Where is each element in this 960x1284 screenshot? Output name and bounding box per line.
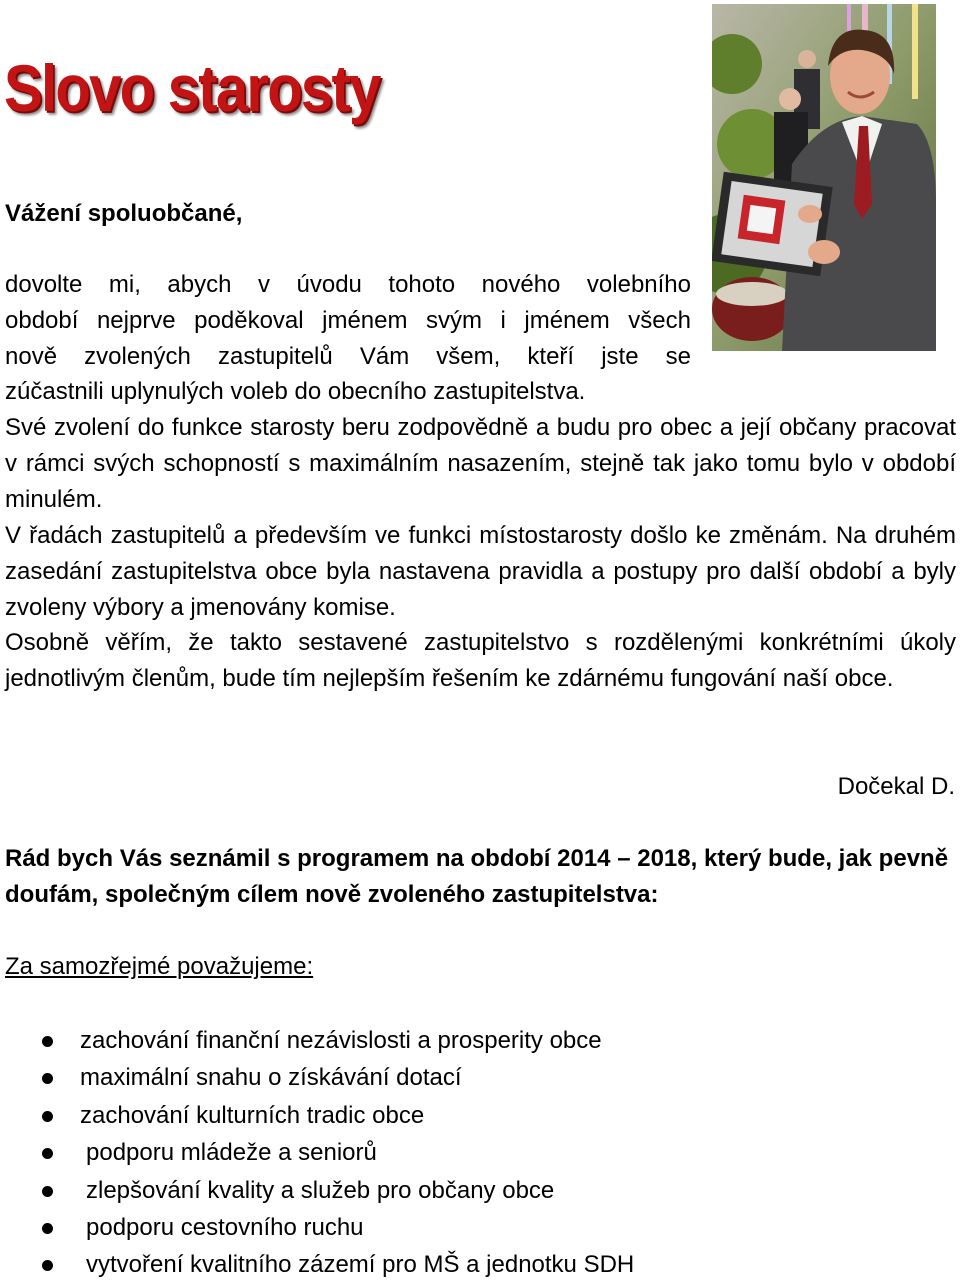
list-item [0, 1022, 634, 1059]
mayor-photo-image [712, 4, 936, 351]
paragraph-election: Své zvolení do funkce starosty beru zodpovědně a budu pro obec a její občany pracovat v rámci svých schopností s maximálním nasazením, stejně tak jako tomu bylo v období minulém. [5, 414, 956, 513]
list-item-text: zlepšování kvality a služeb pro občany obce [86, 1176, 555, 1204]
paragraph-belief: Osobně věřím, že takto sestavené zastupitelstvo s rozdělenými konkrétními úkoly jednotlivým členům, bude tím nejlepším řešením ke zdárnému fungování naší obce. [5, 629, 956, 692]
intro-line: nově zvolených zastupitelů Vám všem, kteří jste se [5, 342, 691, 370]
program-intro: Rád bych Vás seznámil s programem na období 2014 – 2018, který bude, jak pevně doufám, společným cílem nově zvoleného zastupitelstva: [5, 845, 949, 908]
page-title: Slovo starosty [4, 51, 380, 125]
list-item-text: zachování kulturních tradic obce [80, 1101, 425, 1129]
bullet-icon [42, 1186, 53, 1197]
list-item-text: zachování finanční nezávislosti a prosperity obce [80, 1027, 602, 1054]
bullet-icon [42, 1260, 53, 1271]
list-item [0, 1134, 634, 1171]
list-item-text: podporu cestovního ruchu [86, 1214, 364, 1242]
intro-line: dovolte mi, abych v úvodu tohoto nového volebního [5, 271, 691, 298]
mayor-photo [712, 4, 936, 351]
greeting: Vážení spoluobčané, [5, 200, 243, 227]
program-list [0, 1022, 634, 1284]
bullet-icon [42, 1111, 53, 1122]
subheading: Za samozřejmé považujeme: [5, 953, 314, 980]
list-item-text: maximální snahu o získávání dotací [80, 1064, 462, 1092]
bullet-icon [42, 1148, 53, 1159]
bullet-icon [42, 1036, 53, 1047]
intro-line: zúčastnili uplynulých voleb do obecního zastupitelstva. [5, 378, 586, 406]
list-item-text: podporu mládeže a seniorů [86, 1139, 377, 1167]
bullet-icon [42, 1073, 53, 1084]
signature: Dočekal D. [837, 773, 955, 800]
paragraph-changes: V řadách zastupitelů a především ve funkci místostarosty došlo ke změnám. Na druhém zasedání zastupitelstva obce byla nastavena pravidla a postupy pro další období a byly zvoleny výbory a jmenovány komise. [5, 522, 956, 621]
list-item [0, 1097, 634, 1134]
list-item-text: vytvoření kvalitního zázemí pro MŠ a jednotku SDH [86, 1251, 635, 1279]
intro-paragraph [5, 267, 691, 410]
list-item [0, 1246, 634, 1283]
list-item [0, 1059, 634, 1096]
list-item [0, 1172, 634, 1209]
intro-line: období nejprve poděkoval jménem svým i jménem všech [5, 306, 691, 334]
list-item [0, 1209, 634, 1246]
bullet-icon [42, 1223, 53, 1234]
